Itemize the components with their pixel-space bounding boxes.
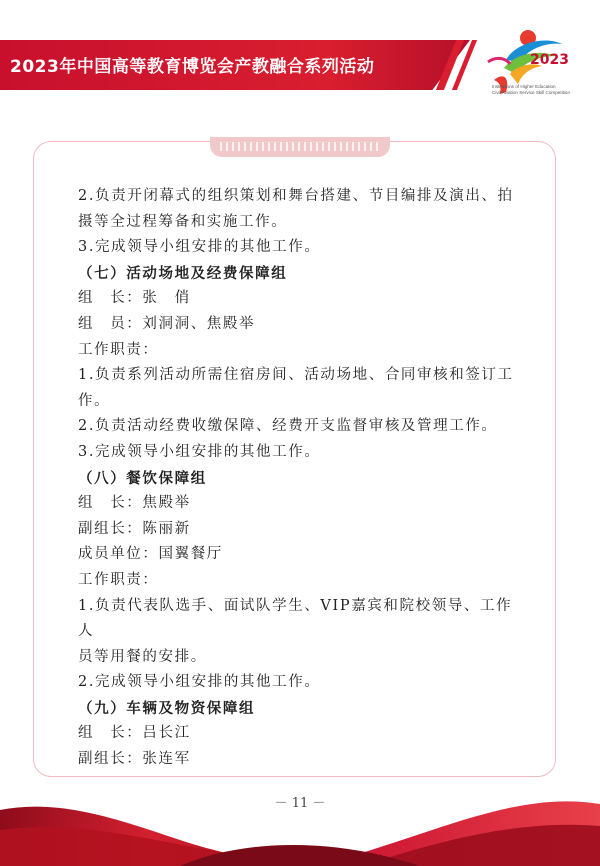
card-tab-decoration bbox=[210, 137, 390, 157]
body-paragraph: 3.完成领导小组安排的其他工作。 bbox=[78, 443, 321, 460]
body-paragraph: 工作职责： bbox=[78, 571, 159, 588]
body-paragraph: 3.完成领导小组安排的其他工作。 bbox=[78, 239, 321, 256]
body-paragraph: 组 长：焦殿举 bbox=[78, 495, 191, 512]
body-paragraph: 员等用餐的安排。 bbox=[78, 648, 207, 665]
body-paragraph: 副组长：张连军 bbox=[78, 751, 191, 768]
section-heading: （七）活动场地及经费保障组 bbox=[78, 264, 288, 282]
page-number: － 11 － bbox=[274, 796, 326, 811]
body-paragraph: 组 长：吕长江 bbox=[78, 725, 191, 742]
body-paragraph: 2.负责活动经费收缴保障、经费开支监督审核及管理工作。 bbox=[78, 418, 498, 435]
logo-year: 2023 bbox=[530, 52, 569, 68]
body-paragraph: 组 长：张 俏 bbox=[78, 290, 191, 307]
body-paragraph: 工作职责： bbox=[78, 341, 159, 358]
logo-caption bbox=[492, 84, 596, 95]
section-heading: （八）餐饮保障组 bbox=[78, 469, 207, 487]
logo-caption-line: Civil Aviation Service Skill Competition bbox=[492, 89, 571, 95]
body-paragraph: 作。 bbox=[78, 392, 111, 409]
section-heading: （九）车辆及物资保障组 bbox=[78, 699, 256, 717]
body-paragraph: 1.负责代表队选手、面试队学生、VIP嘉宾和院校领导、工作人 bbox=[78, 597, 513, 640]
body-paragraph: 摄等全过程筹备和实施工作。 bbox=[78, 213, 288, 230]
body-paragraph: 2.负责开闭幕式的组织策划和舞台搭建、节目编排及演出、拍 bbox=[78, 188, 514, 204]
body-paragraph: 组 员：刘洞洞、焦殿举 bbox=[78, 315, 256, 332]
header-title: 2023年中国高等教育博览会产教融合系列活动 bbox=[10, 57, 375, 77]
logo-caption-line: Institutions of Higher Education bbox=[492, 84, 556, 89]
body-paragraph: 副组长：陈丽新 bbox=[78, 520, 191, 537]
body-paragraph: 2.完成领导小组安排的其他工作。 bbox=[78, 674, 321, 691]
body-paragraph: 1.负责系列活动所需住宿房间、活动场地、合同审核和签订工 bbox=[78, 367, 514, 384]
body-paragraph: 成员单位：国翼餐厅 bbox=[78, 546, 223, 563]
red-ribbon-waves-icon bbox=[0, 770, 600, 866]
document-body bbox=[78, 184, 518, 773]
